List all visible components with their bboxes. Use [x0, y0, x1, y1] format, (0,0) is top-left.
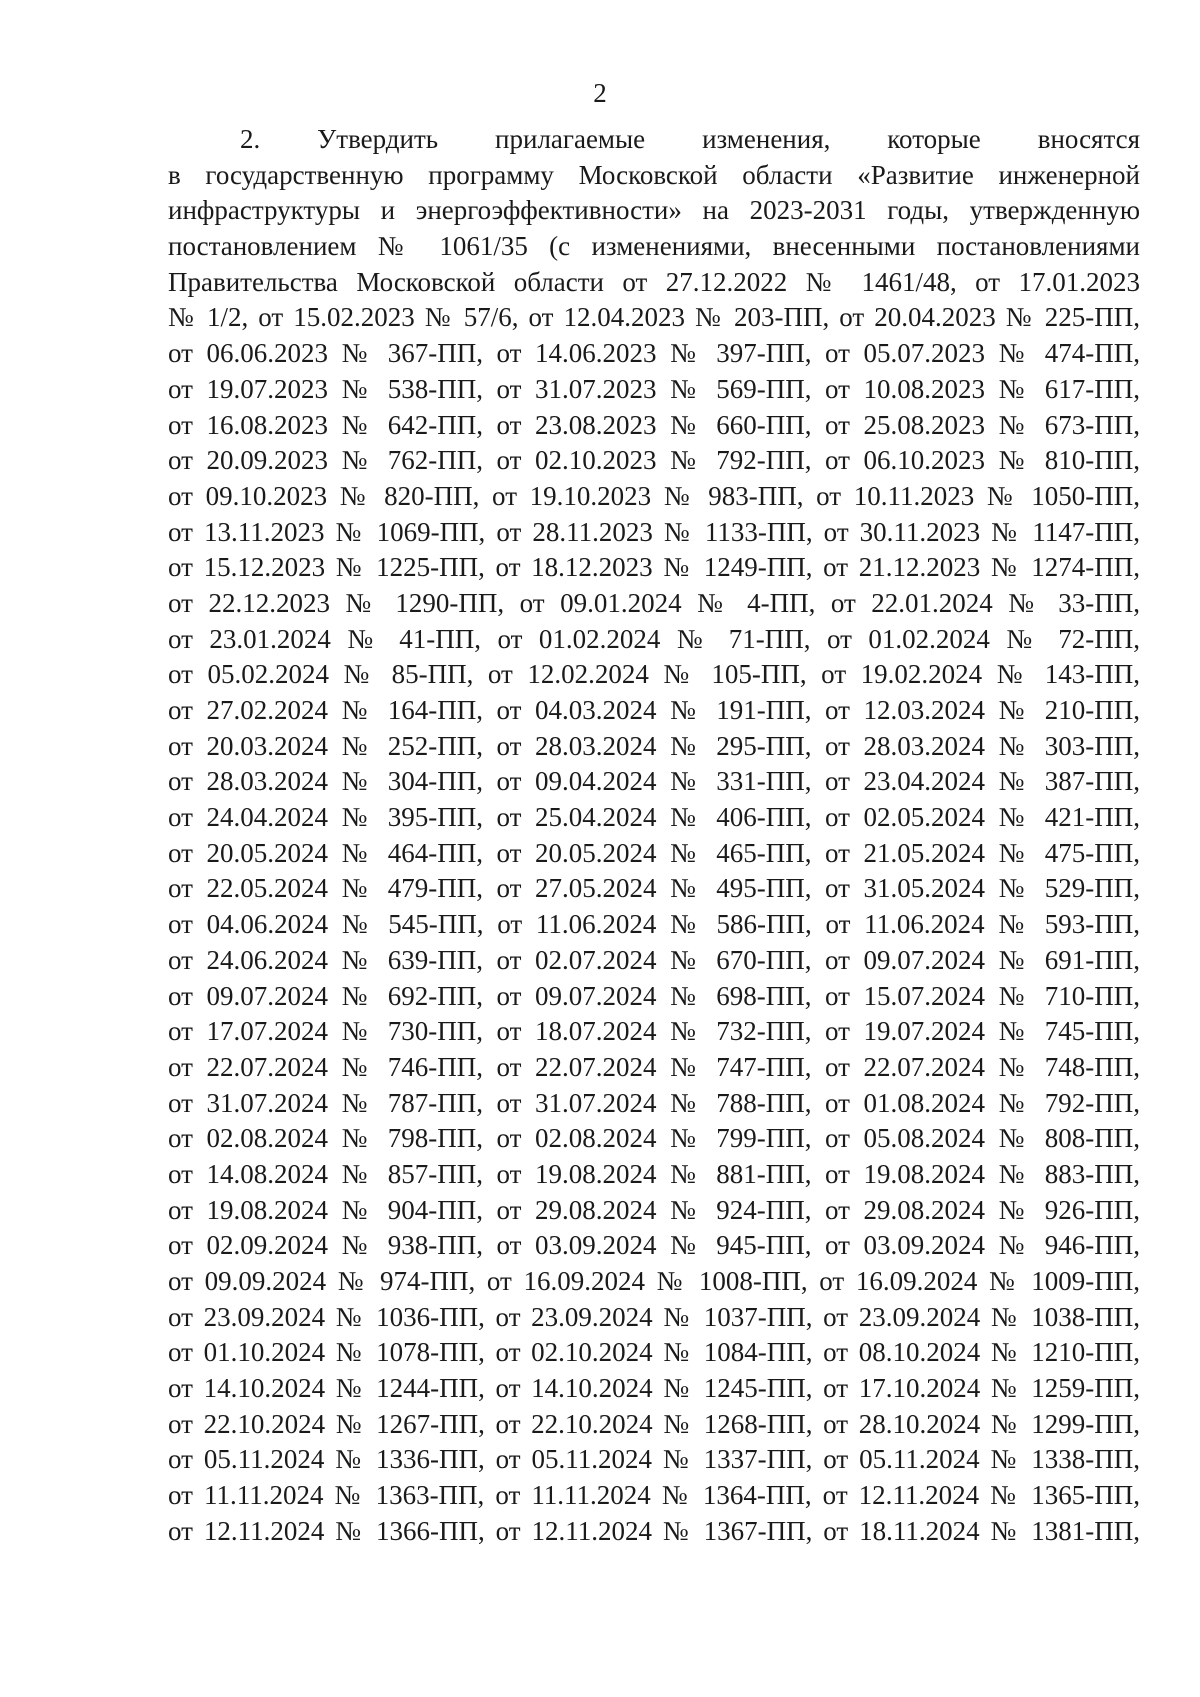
text-line: от 24.06.2024 № 639-ПП, от 02.07.2024 № 670-ПП, от 09.07.2024 № 691-ПП, [168, 944, 1140, 975]
text-line: от 02.08.2024 № 798-ПП, от 02.08.2024 № 799-ПП, от 05.08.2024 № 808-ПП, [168, 1123, 1140, 1154]
text-line: от 27.02.2024 № 164-ПП, от 04.03.2024 № 191-ПП, от 12.03.2024 № 210-ПП, [168, 695, 1140, 725]
text-line: от 20.03.2024 № 252-ПП, от 28.03.2024 № 295-ПП, от 28.03.2024 № 303-ПП, [168, 730, 1140, 761]
text-line: от 16.08.2023 № 642-ПП, от 23.08.2023 № 660-ПП, от 25.08.2023 № 673-ПП, [168, 409, 1140, 440]
text-line: от 19.07.2023 № 538-ПП, от 31.07.2023 № 569-ПП, от 10.08.2023 № 617-ПП, [168, 373, 1140, 404]
text-line: от 09.07.2024 № 692-ПП, от 09.07.2024 № 698-ПП, от 15.07.2024 № 710-ПП, [168, 980, 1140, 1011]
text-line: от 17.07.2024 № 730-ПП, от 18.07.2024 № 732-ПП, от 19.07.2024 № 745-ПП, [168, 1016, 1140, 1047]
text-line: от 09.09.2024 № 974-ПП, от 16.09.2024 № 1008-ПП, от 16.09.2024 № 1009-ПП, [168, 1266, 1140, 1296]
body-text [168, 122, 1140, 1550]
text-line: от 24.04.2024 № 395-ПП, от 25.04.2024 № 406-ПП, от 02.05.2024 № 421-ПП, [168, 802, 1140, 833]
text-line: от 22.07.2024 № 746-ПП, от 22.07.2024 № 747-ПП, от 22.07.2024 № 748-ПП, [168, 1051, 1140, 1082]
text-line: от 14.10.2024 № 1244-ПП, от 14.10.2024 № 1245-ПП, от 17.10.2024 № 1259-ПП, [168, 1373, 1140, 1404]
paragraph-first-line: 2. Утвердить прилагаемые изменения, которые вносятся [240, 124, 1140, 154]
text-line: от 12.11.2024 № 1366-ПП, от 12.11.2024 № 1367-ПП, от 18.11.2024 № 1381-ПП, [168, 1515, 1140, 1546]
text-line: от 22.12.2023 № 1290-ПП, от 09.01.2024 № 4-ПП, от 22.01.2024 № 33-ПП, [168, 587, 1140, 618]
text-line: от 14.08.2024 № 857-ПП, от 19.08.2024 № 881-ПП, от 19.08.2024 № 883-ПП, [168, 1158, 1140, 1189]
text-line: от 31.07.2024 № 787-ПП, от 31.07.2024 № 788-ПП, от 01.08.2024 № 792-ПП, [168, 1087, 1140, 1118]
text-line: от 05.11.2024 № 1336-ПП, от 05.11.2024 № 1337-ПП, от 05.11.2024 № 1338-ПП, [168, 1444, 1140, 1475]
text-line: от 06.06.2023 № 367-ПП, от 14.06.2023 № 397-ПП, от 05.07.2023 № 474-ПП, [168, 338, 1140, 369]
text-line: от 01.10.2024 № 1078-ПП, от 02.10.2024 № 1084-ПП, от 08.10.2024 № 1210-ПП, [168, 1337, 1140, 1368]
text-line: от 13.11.2023 № 1069-ПП, от 28.11.2023 № 1133-ПП, от 30.11.2023 № 1147-ПП, [168, 516, 1140, 547]
text-line: № 1/2, от 15.02.2023 № 57/6, от 12.04.2023 № 203-ПП, от 20.04.2023 № 225-ПП, [168, 302, 1140, 333]
text-line: Правительства Московской области от 27.12.2022 № 1461/48, от 17.01.2023 [168, 266, 1140, 297]
text-line: от 20.09.2023 № 762-ПП, от 02.10.2023 № 792-ПП, от 06.10.2023 № 810-ПП, [168, 445, 1140, 476]
text-line: от 22.10.2024 № 1267-ПП, от 22.10.2024 № 1268-ПП, от 28.10.2024 № 1299-ПП, [168, 1408, 1140, 1439]
text-line: от 23.01.2024 № 41-ПП, от 01.02.2024 № 71-ПП, от 01.02.2024 № 72-ПП, [168, 623, 1140, 654]
text-line: от 20.05.2024 № 464-ПП, от 20.05.2024 № 465-ПП, от 21.05.2024 № 475-ПП, [168, 837, 1140, 868]
text-line: постановлением № 1061/35 (с изменениями, внесенными постановлениями [168, 231, 1140, 262]
text-line: от 22.05.2024 № 479-ПП, от 27.05.2024 № 495-ПП, от 31.05.2024 № 529-ПП, [168, 873, 1140, 904]
text-line: инфраструктуры и энергоэффективности» на 2023-2031 годы, утвержденную [168, 195, 1140, 226]
text-line: от 11.11.2024 № 1363-ПП, от 11.11.2024 № 1364-ПП, от 12.11.2024 № 1365-ПП, [168, 1480, 1140, 1511]
text-line: от 15.12.2023 № 1225-ПП, от 18.12.2023 № 1249-ПП, от 21.12.2023 № 1274-ПП, [168, 552, 1140, 583]
text-line: от 23.09.2024 № 1036-ПП, от 23.09.2024 № 1037-ПП, от 23.09.2024 № 1038-ПП, [168, 1301, 1140, 1332]
text-line: в государственную программу Московской области «Развитие инженерной [168, 159, 1140, 190]
text-line: от 28.03.2024 № 304-ПП, от 09.04.2024 № 331-ПП, от 23.04.2024 № 387-ПП, [168, 766, 1140, 797]
text-line: от 19.08.2024 № 904-ПП, от 29.08.2024 № 924-ПП, от 29.08.2024 № 926-ПП, [168, 1194, 1140, 1225]
text-line: от 05.02.2024 № 85-ПП, от 12.02.2024 № 105-ПП, от 19.02.2024 № 143-ПП, [168, 659, 1140, 690]
text-line: от 04.06.2024 № 545-ПП, от 11.06.2024 № 586-ПП, от 11.06.2024 № 593-ПП, [168, 909, 1140, 940]
text-line: от 09.10.2023 № 820-ПП, от 19.10.2023 № 983-ПП, от 10.11.2023 № 1050-ПП, [168, 480, 1140, 511]
text-line: от 02.09.2024 № 938-ПП, от 03.09.2024 № 945-ПП, от 03.09.2024 № 946-ПП, [168, 1230, 1140, 1261]
page-number: 2 [593, 78, 607, 108]
